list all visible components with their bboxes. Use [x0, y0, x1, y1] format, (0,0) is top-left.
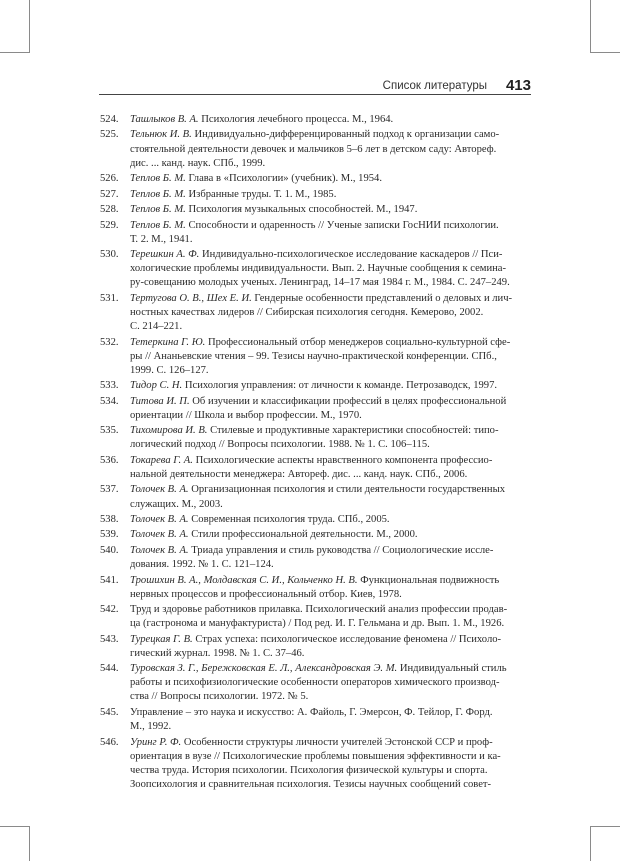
reference-number: 528.: [100, 204, 119, 216]
reference-line: Индивидуально-дифференцированный подход к организации само-: [194, 129, 500, 141]
reference-line: 1999. С. 126–127.: [130, 364, 209, 376]
reference-text: [130, 574, 530, 602]
reference-line: Страх успеха: психологическое исследование феномена // Психоло-: [195, 633, 502, 645]
reference-text: [130, 172, 530, 186]
reference-number: 541.: [100, 574, 119, 586]
reference-number: 537.: [100, 484, 119, 496]
reference-author: Ташлыков В. А.: [130, 114, 199, 125]
reference-item: [100, 395, 530, 423]
reference-author: Тертугова О. В., Шех Е. И.: [130, 292, 252, 304]
reference-line: Профессиональный отбор менеджеров социально-культурной сфе-: [207, 336, 511, 348]
reference-item: [100, 454, 530, 482]
reference-number: 532.: [100, 336, 119, 348]
reference-item: [100, 336, 530, 378]
reference-line: С. 214–221.: [130, 321, 183, 333]
reference-line: хологические проблемы индивидуальности. Вып. 2. Научные сообщения к семина-: [130, 263, 507, 275]
crop-mark-bottom-right-vertical: [590, 826, 591, 861]
reference-line: Особенности структуры личности учителей Эстонской ССР и проф-: [183, 736, 493, 748]
reference-item: [100, 633, 530, 661]
reference-item: [100, 128, 530, 170]
crop-mark-bottom-left-horizontal: [0, 826, 30, 827]
reference-line: Психология музыкальных способностей. М., 1947.: [188, 204, 418, 216]
reference-text: [130, 292, 530, 334]
reference-line: чества труда. История психологии. Психология физической культуры и спорта.: [130, 764, 488, 776]
reference-author: Теплов Б. М.: [130, 204, 186, 216]
reference-number: 546.: [100, 736, 119, 748]
reference-author: Тихомирова И. В.: [130, 425, 208, 437]
crop-mark-top-right-vertical: [590, 0, 591, 52]
reference-number: 542.: [100, 604, 119, 616]
reference-item: [100, 603, 530, 631]
page-number: 413: [505, 77, 531, 94]
reference-line: Индивидуальный стиль: [399, 663, 507, 675]
reference-line: гический журнал. 1998. № 1. С. 37–46.: [130, 647, 305, 659]
reference-line: Психологические аспекты нравственного компонента профессио-: [195, 454, 493, 466]
reference-line: ностных качествах лидеров // Сибирская психология сегодня. Кемерово, 2002.: [130, 306, 484, 318]
reference-text: [130, 336, 530, 378]
reference-author: Теплов Б. М.: [130, 188, 186, 200]
reference-item: [100, 574, 530, 602]
reference-line: Т. 2. М., 1941.: [130, 233, 193, 245]
reference-author: Теплов Б. М.: [130, 219, 186, 231]
reference-number: 539.: [100, 529, 119, 541]
reference-number: 529.: [100, 219, 119, 231]
reference-item: [100, 248, 530, 290]
reference-item: [100, 483, 530, 511]
reference-text: [130, 424, 530, 452]
reference-number: 533.: [100, 380, 119, 392]
reference-line: Труд и здоровье работников прилавка. Психологический анализ профессии продав-: [130, 604, 508, 616]
reference-author: Титова И. П.: [130, 395, 190, 407]
reference-item: [100, 544, 530, 572]
reference-item: [100, 172, 530, 186]
reference-list: [100, 113, 530, 793]
reference-author: Толочек В. А.: [130, 514, 189, 525]
reference-item: [100, 379, 530, 393]
reference-line: стоятельной деятельности девочек и мальчиков 5–6 лет в детском саду: Автореф.: [130, 143, 497, 155]
reference-text: [130, 736, 530, 792]
reference-line: ориентация в вузе // Психологические проблемы повышения эффективности и ка-: [130, 750, 501, 762]
reference-number: 526.: [100, 173, 119, 185]
reference-item: [100, 736, 530, 792]
crop-mark-top-left-horizontal: [0, 52, 30, 53]
reference-line: Способности и одаренность // Ученые записки ГосНИИ психологии.: [188, 219, 499, 231]
reference-item: [100, 113, 530, 127]
reference-text: [130, 395, 530, 423]
reference-line: ру-совещанию молодых ученых. Ленинград, 14–17 мая 1984 г. М., 1984. С. 247–249.: [130, 277, 510, 289]
reference-text: [130, 203, 530, 217]
reference-author: Трошихин В. А., Молдавская С. И., Кольченко Н. В.: [130, 574, 358, 586]
reference-text: [130, 188, 530, 202]
reference-line: Триада управления и стиль руководства // Социологические иссле-: [191, 544, 494, 556]
reference-author: Токарева Г. А.: [130, 454, 193, 466]
reference-text: [130, 379, 530, 393]
reference-line: М., 1992.: [130, 721, 172, 733]
reference-author: Толочек В. А.: [130, 529, 189, 541]
reference-line: Функциональная подвижность: [360, 574, 500, 586]
reference-text: [130, 483, 530, 511]
reference-line: Стили профессиональной деятельности. М., 2000.: [191, 529, 418, 541]
reference-line: Организационная психология и стили деятельности государственных: [191, 484, 506, 496]
reference-author: Толочек В. А.: [130, 544, 189, 556]
reference-item: [100, 188, 530, 202]
crop-mark-bottom-right-horizontal: [590, 826, 620, 827]
reference-text: [130, 248, 530, 290]
reference-text: [130, 544, 530, 572]
reference-item: [100, 203, 530, 217]
section-title: Список литературы: [382, 80, 487, 92]
reference-line: ры // Ананьевские чтения – 99. Тезисы научно-практической конференции. СПб.,: [130, 350, 497, 362]
reference-item: [100, 219, 530, 247]
reference-item: [100, 292, 530, 334]
reference-author: Турецкая Г. В.: [130, 633, 193, 645]
reference-number: 527.: [100, 188, 119, 200]
reference-author: Тетеркина Г. Ю.: [130, 336, 206, 348]
reference-number: 545.: [100, 706, 119, 718]
reference-line: дования. 1992. № 1. С. 121–124.: [130, 559, 274, 571]
reference-number: 543.: [100, 633, 119, 645]
reference-line: Гендерные особенности представлений о деловых и лич-: [254, 292, 513, 304]
reference-author: Уринг Р. Ф.: [130, 736, 182, 748]
reference-number: 531.: [100, 292, 119, 304]
reference-number: 540.: [100, 544, 119, 556]
reference-number: 536.: [100, 454, 119, 466]
reference-line: Стилевые и продуктивные характеристики способностей: типо-: [210, 425, 499, 437]
reference-author: Тидор С. Н.: [130, 380, 183, 392]
reference-number: 525.: [100, 129, 119, 141]
reference-line: Избранные труды. Т. 1. М., 1985.: [188, 188, 337, 200]
reference-text: [130, 113, 530, 127]
reference-number: 535.: [100, 425, 119, 437]
reference-line: Управление – это наука и искусство: А. Файоль, Г. Эмерсон, Ф. Тейлор, Г. Форд.: [130, 706, 493, 718]
reference-line: Зоопсихология и сравнительная психология. Тезисы научных сообщений совет-: [130, 778, 492, 790]
reference-line: работы и психофизиологические особенности операторов химического производ-: [130, 677, 500, 689]
reference-text: [130, 662, 530, 704]
reference-text: [130, 513, 530, 527]
crop-mark-bottom-left-vertical: [29, 826, 30, 861]
reference-text: [130, 219, 530, 247]
reference-author: Туровская З. Г., Бережковская Е. Л., Александровская Э. М.: [130, 663, 398, 675]
reference-number: 524.: [100, 114, 119, 125]
reference-item: [100, 662, 530, 704]
reference-number: 534.: [100, 395, 119, 407]
reference-line: Об изучении и классификации профессий в целях профессиональной: [192, 395, 507, 407]
reference-author: Теплов Б. М.: [130, 173, 186, 185]
reference-author: Терешкин А. Ф.: [130, 249, 200, 261]
reference-author: Тельнюк И. В.: [130, 129, 192, 141]
reference-text: [130, 528, 530, 542]
reference-line: Глава в «Психологии» (учебник). М., 1954.: [188, 173, 383, 185]
reference-item: [100, 706, 530, 734]
reference-line: нальной деятельности менеджера: Автореф. дис. ... канд. наук. СПб., 2006.: [130, 468, 468, 480]
reference-line: нервных процессов и профессиональный отбор. Киев, 1978.: [130, 588, 402, 600]
reference-line: ца (гастронома и мануфактуриста) / Под ред. И. Г. Гельмана и др. Вып. 1. М., 1926.: [130, 618, 505, 630]
reference-text: [130, 454, 530, 482]
reference-number: 544.: [100, 663, 119, 675]
reference-item: [100, 528, 530, 542]
reference-text: [130, 633, 530, 661]
reference-line: Психология управления: от личности к команде. Петрозаводск, 1997.: [184, 380, 498, 392]
reference-text: [130, 128, 530, 170]
reference-line: ориентации // Школа и выбор профессии. М., 1970.: [130, 409, 362, 421]
header-rule: [99, 94, 531, 95]
reference-number: 538.: [100, 514, 119, 525]
reference-line: служащих. М., 2003.: [130, 498, 223, 510]
reference-line: Индивидуально-психологическое исследование каскадеров // Пси-: [201, 249, 503, 261]
reference-line: Современная психология труда. СПб., 2005.: [191, 514, 390, 525]
crop-mark-top-right-horizontal: [590, 52, 620, 53]
crop-mark-top-left-vertical: [29, 0, 30, 52]
reference-item: [100, 424, 530, 452]
reference-line: дис. ... канд. наук. СПб., 1999.: [130, 157, 266, 169]
running-header: [99, 75, 531, 105]
reference-number: 530.: [100, 249, 119, 261]
reference-item: [100, 513, 530, 527]
reference-text: [130, 706, 530, 734]
reference-author: Толочек В. А.: [130, 484, 189, 496]
reference-text: [130, 603, 530, 631]
reference-line: логический подход // Вопросы психологии. 1988. № 1. С. 106–115.: [130, 439, 430, 451]
reference-line: ства // Вопросы психологии. 1972. № 5.: [130, 691, 309, 703]
reference-line: Психология лечебного процесса. М., 1964.: [201, 114, 394, 125]
